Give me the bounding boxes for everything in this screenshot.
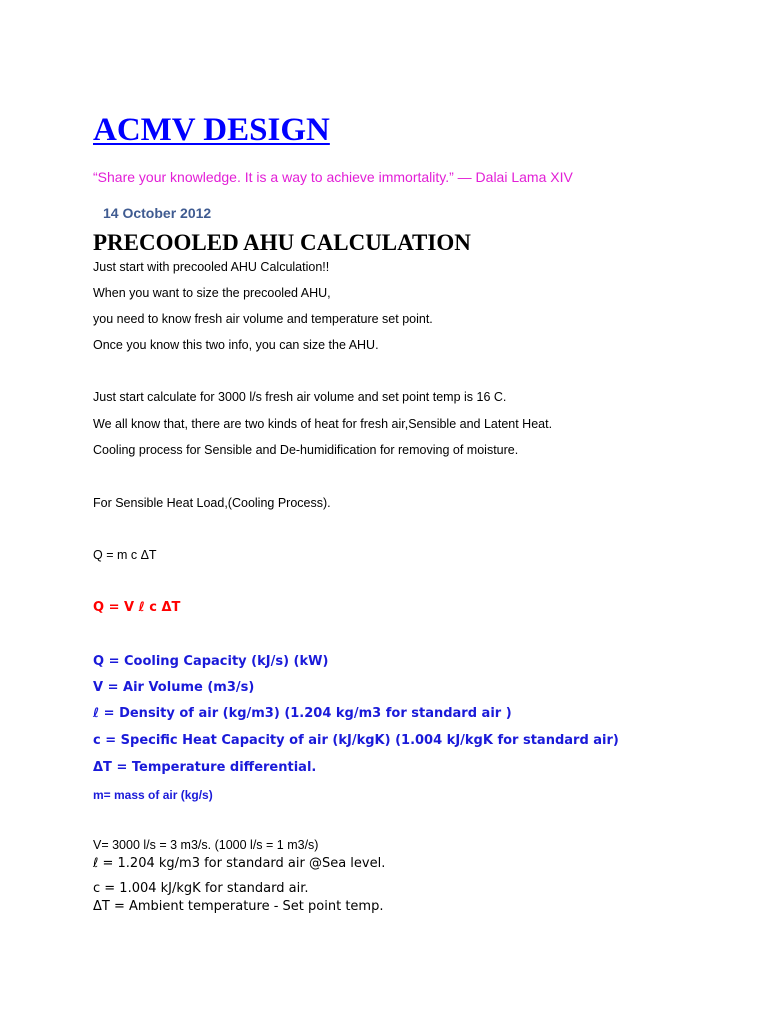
formula-mass: Q = m c ΔT — [93, 548, 157, 562]
definition-v: V = Air Volume (m3/s) — [93, 680, 255, 695]
formula-volume: Q = V ℓ c ΔT — [93, 600, 181, 615]
definition-density: ℓ = Density of air (kg/m3) (1.204 kg/m3 for standard air ) — [93, 706, 512, 721]
paragraph-start-calc: Just start calculate for 3000 l/s fresh air volume and set point temp is 16 C. — [93, 390, 507, 404]
definition-c: c = Specific Heat Capacity of air (kJ/kgK) (1.004 kJ/kgK for standard air) — [93, 733, 619, 748]
paragraph-need-know: you need to know fresh air volume and temperature set point. — [93, 312, 433, 326]
paragraph-sensible-heat: For Sensible Heat Load,(Cooling Process). — [93, 496, 331, 510]
value-v: V= 3000 l/s = 3 m3/s. (1000 l/s = 1 m3/s) — [93, 838, 319, 852]
blog-quote: “Share your knowledge. It is a way to achieve immortality.” — Dalai Lama XIV — [93, 169, 573, 185]
post-title: PRECOOLED AHU CALCULATION — [93, 230, 471, 255]
paragraph-cooling-process: Cooling process for Sensible and De-humidification for removing of moisture. — [93, 443, 519, 457]
definition-q: Q = Cooling Capacity (kJ/s) (kW) — [93, 654, 329, 669]
value-c: c = 1.004 kJ/kgK for standard air. — [93, 881, 309, 896]
post-date: 14 October 2012 — [103, 205, 212, 221]
paragraph-intro: Just start with precooled AHU Calculation!! — [93, 260, 330, 274]
definition-delta-t: ΔT = Temperature differential. — [93, 760, 317, 775]
paragraph-size-ahu: When you want to size the precooled AHU, — [93, 286, 331, 300]
paragraph-once-know: Once you know this two info, you can size the AHU. — [93, 338, 379, 352]
definition-m: m= mass of air (kg/s) — [93, 788, 213, 802]
value-density: ℓ = 1.204 kg/m3 for standard air @Sea level. — [93, 856, 386, 871]
blog-title-link[interactable]: ACMV DESIGN — [93, 112, 330, 148]
paragraph-heat-kinds: We all know that, there are two kinds of heat for fresh air,Sensible and Latent Heat. — [93, 417, 553, 431]
value-delta-t: ΔT = Ambient temperature - Set point temp. — [93, 899, 384, 914]
